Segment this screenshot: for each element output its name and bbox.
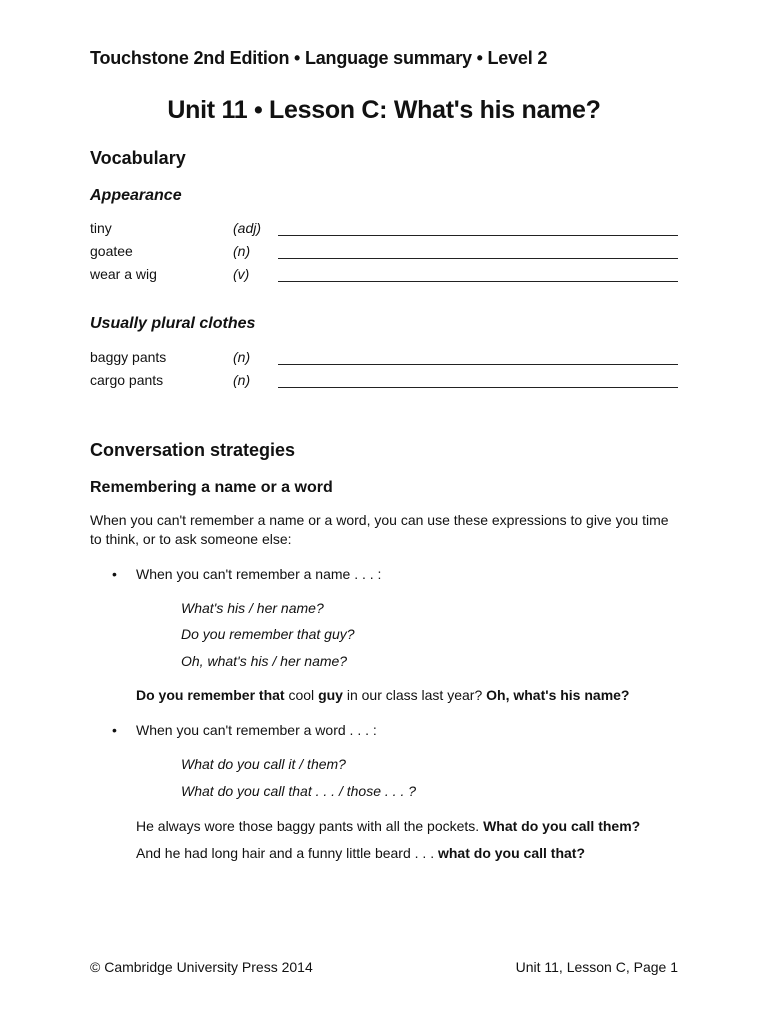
- vocab-row: [90, 243, 678, 265]
- example-text: in our class last year?: [342, 687, 487, 703]
- plural-clothes-heading: Usually plural clothes: [90, 315, 256, 332]
- expression: Do you remember that guy?: [181, 626, 355, 642]
- bullet-text: When you can't remember a name . . . :: [136, 566, 382, 582]
- example-text: cool: [284, 687, 319, 703]
- appearance-heading: Appearance: [90, 187, 182, 204]
- vocab-part-of-speech: (n): [233, 372, 251, 388]
- expression: What do you call it / them?: [181, 756, 346, 772]
- vocab-row: [90, 220, 678, 242]
- bullet-icon: •: [112, 722, 117, 738]
- bullet-text: When you can't remember a word . . . :: [136, 722, 377, 738]
- footer-page-number: Unit 11, Lesson C, Page 1: [515, 959, 678, 975]
- conversation-heading: Conversation strategies: [90, 440, 296, 460]
- expression: What do you call that . . . / those . . . ?: [181, 783, 417, 799]
- answer-line: [278, 258, 678, 259]
- conversation-subheading: Remembering a name or a word: [90, 479, 333, 496]
- vocab-part-of-speech: (n): [233, 243, 251, 259]
- vocab-part-of-speech: (adj): [233, 220, 262, 236]
- vocab-word: tiny: [90, 220, 112, 236]
- answer-line: [278, 364, 678, 365]
- example-bold: Do you remember that: [136, 687, 285, 703]
- vocabulary-heading: Vocabulary: [90, 148, 186, 168]
- example-bold: what do you call that?: [437, 845, 585, 861]
- vocab-word: wear a wig: [90, 266, 157, 282]
- expression: What's his / her name?: [181, 600, 324, 616]
- vocab-word: goatee: [90, 243, 133, 259]
- example-sentence: [136, 687, 629, 703]
- page-title: Unit 11 • Lesson C: What's his name?: [167, 96, 601, 124]
- example-bold: Oh, what's his name?: [486, 687, 630, 703]
- vocab-row: [90, 266, 678, 288]
- document-header: Touchstone 2nd Edition • Language summary • Level 2: [90, 48, 548, 68]
- example-text: He always wore those baggy pants with all the pockets.: [136, 818, 484, 834]
- example-bold: guy: [318, 687, 343, 703]
- intro-paragraph: When you can't remember a name or a word, you can use these expressions to give you time to think, or to ask someone else:: [90, 512, 669, 547]
- footer-copyright: © Cambridge University Press 2014: [90, 959, 313, 975]
- answer-line: [278, 235, 678, 236]
- example-sentence: [136, 818, 640, 834]
- answer-line: [278, 387, 678, 388]
- answer-line: [278, 281, 678, 282]
- vocab-part-of-speech: (n): [233, 349, 251, 365]
- vocab-row: [90, 349, 678, 371]
- example-sentence: [136, 845, 585, 861]
- example-bold: What do you call them?: [483, 818, 641, 834]
- vocab-word: baggy pants: [90, 349, 167, 365]
- vocab-word: cargo pants: [90, 372, 164, 388]
- vocab-part-of-speech: (v): [233, 266, 250, 282]
- vocab-row: [90, 372, 678, 394]
- expression: Oh, what's his / her name?: [181, 653, 348, 669]
- example-text: And he had long hair and a funny little beard . . .: [136, 845, 438, 861]
- bullet-icon: •: [112, 566, 117, 582]
